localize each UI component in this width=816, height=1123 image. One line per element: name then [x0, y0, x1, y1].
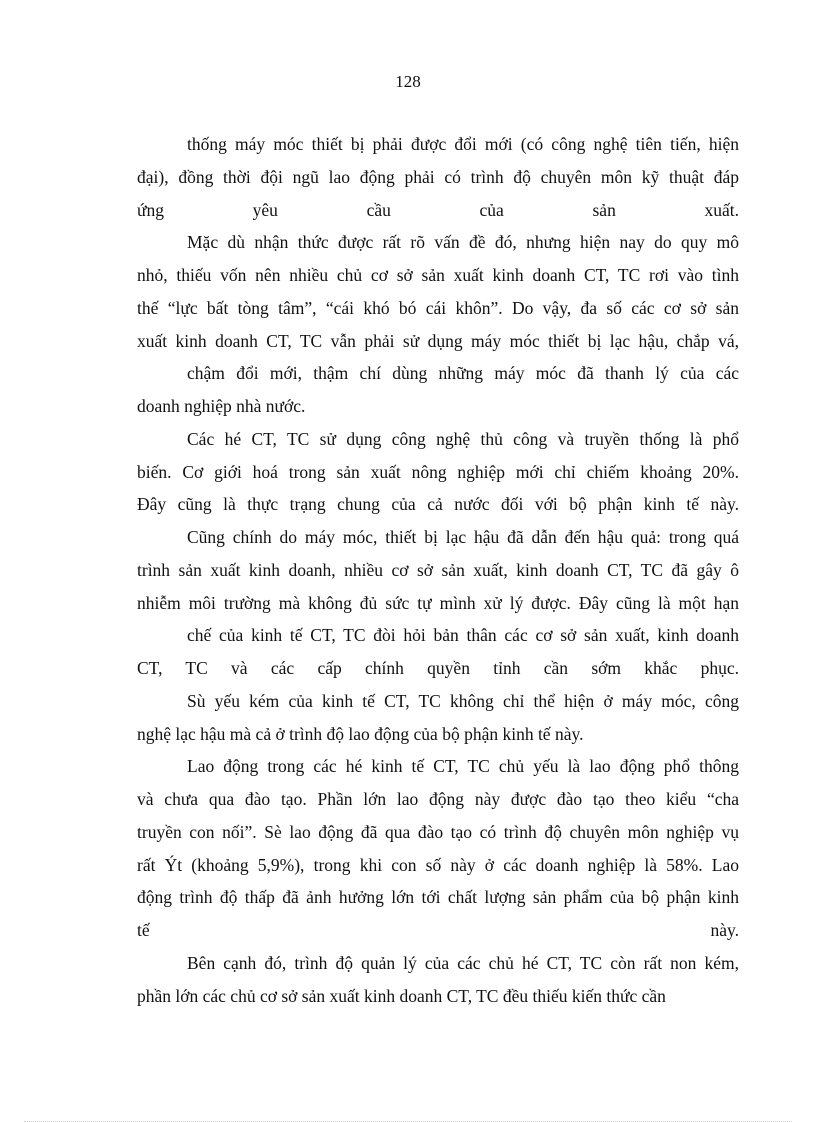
text-line: nhiễm môi trường mà không đủ sức tự mình xử lý được. Đây cũng là một hạn: [137, 592, 739, 613]
text-line: và chưa qua đào tạo. Phần lớn lao động này được đào tạo theo kiểu “cha: [137, 789, 739, 809]
text-line: thế “lực bất tòng tâm”, “cái khó bó cái khôn”. Do vậy, đa số các cơ sở sản: [137, 297, 739, 318]
text-line: Bên cạnh đó, trình độ quản lý của các chủ hé CT, TC còn rất non kém,: [187, 952, 739, 973]
text-line: Các hé CT, TC sử dụng công nghệ thủ công và truyền thống là phổ: [187, 428, 739, 449]
text-line: Cũng chính do máy móc, thiết bị lạc hậu đã dẫn đến hậu quả: trong quá: [187, 527, 739, 547]
text-line: Sù yếu kém của kinh tế CT, TC không chỉ thể hiện ở máy móc, công: [187, 690, 739, 711]
page-bottom-rule: [24, 1121, 792, 1122]
text-line: đại), đồng thời đội ngũ lao động phải có trình độ chuyên môn kỹ thuật đáp: [137, 166, 739, 187]
text-line: phần lớn các chủ cơ sở sản xuất kinh doanh CT, TC đều thiếu kiến thức cần: [137, 985, 666, 1006]
text-line: CT, TC và các cấp chính quyền tỉnh cần sớm khắc phục.: [137, 658, 739, 678]
text-line: thống máy móc thiết bị phải được đổi mới (có công nghệ tiên tiến, hiện: [187, 134, 739, 154]
text-line: rất Ýt (khoảng 5,9%), trong khi con số này ở các doanh nghiệp là 58%. Lao: [137, 854, 739, 875]
text-line: nghệ lạc hậu mà cả ở trình độ lao động của bộ phận kinh tế này.: [137, 723, 584, 744]
text-line: Lao động trong các hé kinh tế CT, TC chủ yếu là lao động phổ thông: [187, 756, 739, 777]
text-line: trình sản xuất kinh doanh, nhiều cơ sở sản xuất, kinh doanh CT, TC đã gây ô: [137, 559, 739, 580]
text-line: Mặc dù nhận thức được rất rõ vấn đề đó, nhưng hiện nay do quy mô: [187, 232, 739, 253]
text-line: động trình độ thấp đã ảnh hưởng lớn tới chất lượng sản phẩm của bộ phận kinh: [137, 887, 739, 908]
text-line: doanh nghiệp nhà nước.: [137, 396, 306, 416]
text-line: chậm đổi mới, thậm chí dùng những máy móc đã thanh lý của các: [187, 363, 739, 384]
text-line: tế này.: [137, 920, 739, 940]
text-line: Đây cũng là thực trạng chung của cả nước đối với bộ phận kinh tế này.: [137, 494, 739, 515]
text-line: biến. Cơ giới hoá trong sản xuất nông nghiệp mới chỉ chiếm khoảng 20%.: [137, 461, 739, 482]
text-line: chế của kinh tế CT, TC đòi hỏi bản thân các cơ sở sản xuất, kinh doanh: [187, 625, 739, 646]
text-line: truyền con nối”. Sè lao động đã qua đào tạo có trình độ chuyên môn nghiệp vụ: [137, 821, 739, 842]
body-text: [137, 128, 739, 1012]
text-line: xuất kinh doanh CT, TC vẫn phải sử dụng máy móc thiết bị lạc hậu, chắp vá,: [137, 330, 739, 351]
page-number: 128: [395, 72, 421, 91]
text-line: nhỏ, thiếu vốn nên nhiều chủ cơ sở sản xuất kinh doanh CT, TC rơi vào tình: [137, 265, 739, 285]
text-line: ứng yêu cầu của sản xuất.: [137, 199, 739, 220]
